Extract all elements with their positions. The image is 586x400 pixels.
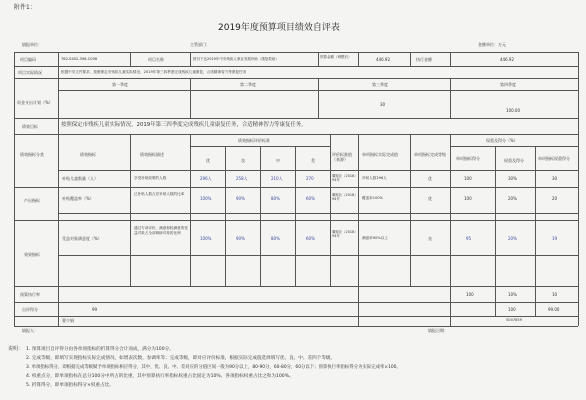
row-medium: 210人	[271, 176, 283, 181]
filler-name: 曹少娟	[62, 318, 74, 323]
code-value: 762-0402-396-C036	[61, 57, 98, 61]
row-good: 258人	[236, 176, 248, 181]
attachment-label: 附件1：	[14, 4, 36, 11]
date-label: 填报日期：	[428, 328, 448, 333]
col-single-score: 单项指标得分	[456, 156, 480, 161]
q3-value: 30	[380, 102, 386, 107]
budget-label: 预算金额（调整后）	[320, 55, 352, 59]
note-item: 4. 权重点分，即单项指标在总分100分中所占的比重，其中预算执行率指标权重占比固定为10%，各项指标权重占比之和为100%。	[26, 374, 294, 379]
name-label: 项目名称	[148, 57, 164, 62]
row-weight-score: 20%	[508, 236, 517, 241]
row-rating: 良	[428, 236, 432, 241]
row-indicator: 补贴覆盖率（%）	[62, 196, 94, 201]
self-eval-label: 自评得分	[22, 307, 38, 312]
col-actual: 单项指标实际完成值	[362, 152, 398, 157]
col-weight-group: 权重及得分（%）	[486, 138, 518, 143]
row-description: 通过专项评价，满意和较满意的受益对象占全部调研对象的比例	[134, 226, 188, 235]
row-good: 90%	[236, 236, 245, 241]
notes-title: 说明：	[8, 346, 24, 352]
budget-value: 446.92	[376, 57, 390, 62]
code-label: 项目编码	[20, 57, 36, 62]
amount-unit-label: 金额单位：万元	[478, 42, 506, 47]
note-item: 2. 完成等级，即填写实现指标实际完成情况，如增表次数、参调率等；完成等级，即对应评价标准，根据实际完成值选择填写优、良、中、差四个等级。	[26, 356, 336, 361]
row-source: 冀财社（2018）94号	[332, 174, 356, 183]
row-excellent: 296人	[200, 176, 212, 181]
col-good: 良	[241, 158, 245, 163]
col-rating: 单项指标完成等级	[414, 152, 446, 157]
row-poor: 60%	[306, 236, 315, 241]
row-source: 冀财社（2018）94号	[332, 230, 356, 239]
row-source: 冀财社（2018）94号	[332, 193, 356, 202]
row-weight-score: 20%	[508, 196, 517, 201]
goal-value: 按照保定市残疾儿童实际情况，2019年第三四季度完成残疾儿童康复任务，合适精神智力等康复任务。	[61, 122, 307, 128]
q3-header: 第三季度	[372, 82, 388, 87]
q4-header: 第四季度	[500, 82, 516, 87]
phone-value: 5007859	[506, 318, 523, 322]
exec-value: 446.92	[500, 57, 514, 62]
note-item: 1. 预算项目自评得分由各单项指标的折算得分合计而成，满分为100分。	[26, 347, 174, 352]
row-weight-score: 30%	[508, 176, 517, 181]
self-eval-value: 99	[92, 307, 98, 312]
row-dimension: 效果指标	[24, 252, 40, 257]
row-poor: 60%	[306, 196, 315, 201]
row-indicator: 受益对象满意度（%）	[62, 236, 102, 241]
col-dimension: 绩效指标分类	[20, 152, 44, 157]
row-actual: 补贴人数296人	[362, 176, 387, 180]
row-rating: 优	[428, 176, 432, 181]
goal-label: 绩效目标	[22, 124, 38, 129]
col-indicator: 绩效指标	[80, 152, 96, 157]
q2-header: 第二季度	[240, 82, 256, 87]
row-excellent: 100%	[200, 236, 212, 241]
filler-label: 填报人：	[22, 328, 38, 333]
unit-label: 填报单位：	[22, 42, 42, 47]
note-item: 3. 单项指标得分，即根据完成等级赋予单项指标相应得分，其中，优、良、中、差对应的分值区间一般为90分以上，80-90分，60-80分，60分以下；预算执行率指标得分为实际完成率×100。	[26, 365, 401, 370]
row-single-score: 100	[464, 176, 472, 181]
row-actual: 覆盖率100%	[362, 196, 384, 200]
quarters-label: 资金支出计划（%）	[17, 100, 53, 105]
document-title: 2019年度预算项目绩效自评表	[218, 23, 340, 33]
budget-exec-label: 预算执行率	[20, 292, 40, 297]
col-standard-group: 绩效指标评价标准	[238, 138, 270, 143]
col-poor: 差	[311, 158, 315, 163]
row-description: 已补贴人数占应补贴人数的比率	[134, 192, 185, 196]
self-eval-weight: 100	[508, 307, 516, 312]
row-excellent: 100%	[200, 196, 212, 201]
row-indicator: 补贴儿童数量（人）	[62, 176, 98, 181]
row-single-score: 95	[466, 236, 472, 241]
row-rating: 优	[428, 196, 432, 201]
budget-exec-value: 10	[552, 292, 558, 297]
row-good: 90%	[236, 196, 245, 201]
row-weight-score-pct: 19	[552, 236, 558, 241]
self-eval-total: 99.00	[548, 307, 560, 312]
col-source: 评价标准值（来源）	[332, 152, 352, 162]
budget-exec-weight: 10%	[508, 292, 517, 297]
row-actual: 满意率90%以上	[362, 236, 388, 240]
q4-value: 100.00	[506, 108, 520, 113]
col-description: 绩效指标描述	[140, 152, 164, 157]
budget-exec-score: 100	[466, 292, 474, 297]
row-medium: 80%	[271, 196, 280, 201]
q1-header: 第一季度	[112, 82, 128, 87]
name-value: 拨付下达2019年中央残疾人事业发展补助（康复救助）	[193, 57, 279, 61]
row-weight-score-pct: 20	[552, 196, 558, 201]
actual-value: 根据中央文件要求，按照保定市残疾儿童实际情况，2019年第三四季度完成残疾儿童康复，合适精神智力等康复任务	[61, 70, 247, 74]
col-medium: 中	[276, 158, 280, 163]
row-poor: 270	[306, 176, 314, 181]
exec-label: 执行金额	[416, 57, 432, 62]
row-single-score: 100	[464, 196, 472, 201]
row-medium: 80%	[271, 236, 280, 241]
dept-label: 主管部门：	[190, 42, 210, 47]
row-description: 享受补贴政策的人数	[134, 176, 167, 180]
row-weight-score-pct: 30	[552, 176, 558, 181]
col-weight-score: 权重及得分	[504, 158, 524, 163]
col-weight-score-pct: 单项指标权重得分	[538, 156, 570, 161]
note-item: 5. 折算得分，即单项指标得分×权重占比。	[26, 383, 114, 388]
actual-label: 项目实际情况	[18, 70, 42, 75]
col-excellent: 优	[206, 158, 210, 163]
row-dimension: 产出指标	[24, 198, 40, 203]
